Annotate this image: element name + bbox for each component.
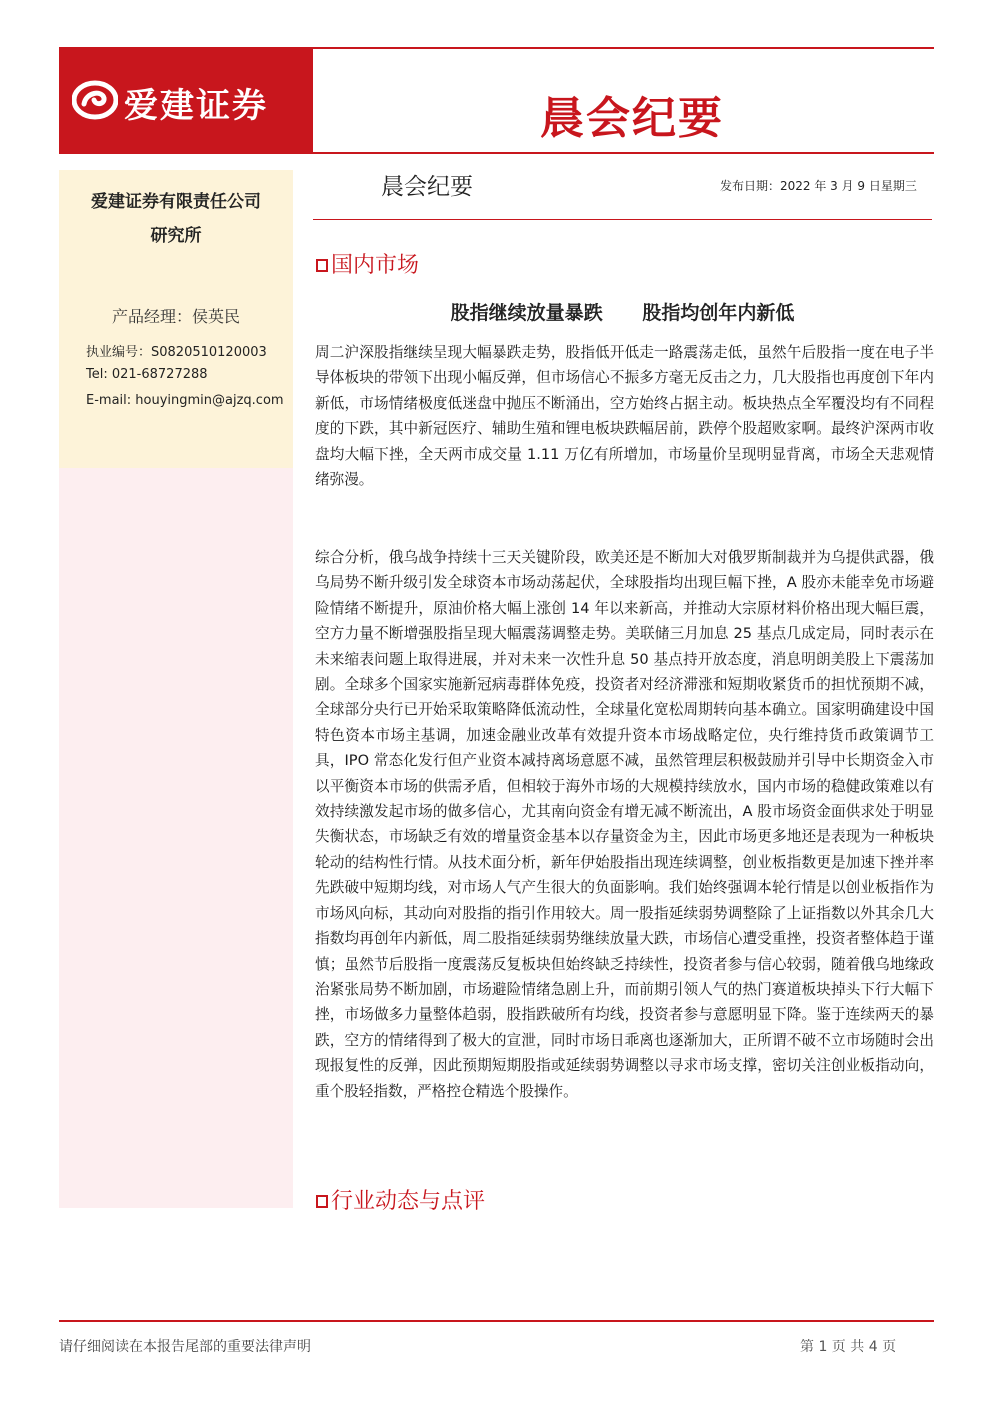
section-heading-industry: 行业动态与点评 [316, 1184, 485, 1215]
sidebar-department: 研究所 [150, 226, 202, 246]
sidebar-license: 执业编号：S0820510120003 [86, 345, 267, 360]
page-title: 晨会纪要 [540, 93, 724, 144]
divider [313, 219, 932, 220]
logo-icon [72, 80, 118, 120]
publish-date: 发布日期：2022 年 3 月 9 日星期三 [720, 179, 917, 193]
sidebar-tel: Tel: 021-68727288 [86, 367, 208, 382]
sidebar-manager: 产品经理：侯英民 [111, 307, 240, 326]
sidebar-email: E-mail: houyingmin@ajzq.com [86, 393, 284, 408]
square-bullet-icon [316, 1195, 328, 1208]
page-number: 第 1 页 共 4 页 [800, 1339, 897, 1355]
footer-divider [59, 1320, 934, 1322]
article-title: 股指继续放量暴跌 股指均创年内新低 [450, 302, 795, 324]
sub-title: 晨会纪要 [381, 174, 473, 200]
article-paragraph-2: 综合分析，俄乌战争持续十三天关键阶段，欧美还是不断加大对俄罗斯制裁并为乌提供武器，俄乌局势不断升级引发全球资本市场动荡起伏，全球股指均出现巨幅下挫，A 股亦未能幸免市场避险情绪不断提升，原油价格大幅上涨创 14 年以来新高，并推动大宗原材料价格出现大幅巨震，空方力量不断增强股指呈现大幅震荡调整走势。美联储三月加息 25 基点几成定局，同时表示在未来缩表问题上取得进展，并对未来一次性升息 50 基点持开放态度，消息明朗美股上下震荡加剧。全球多个国家实施新冠病毒群体免疫，投资者对经济滞涨和短期收紧货币的担忧预期不减，全球部分央行已开始采取策略降低流动性，全球量化宽松周期转向基本确立。国家明确建设中国特色资本市场主基调，加速金融业改革有效提升资本市场战略定位，央行维持货币政策调节工具，IPO 常态化发行但产业资本减持离场意愿不减，虽然管理层积极鼓励并引导中长期资金入市以平衡资本市场的供需矛盾，但相较于海外市场的大规模持续放水，国内市场的稳健政策难以有效持续激发起市场的做多信心，尤其南向资金有增无减不断流出，A 股市场资金面供求处于明显失衡状态，市场缺乏有效的增量资金基本以存量资金为主，因此市场更多地还是表现为一种板块轮动的结构性行情。从技术面分析，新年伊始股指出现连续调整，创业板指数更是加速下挫并率先跌破中短期均线，对市场人气产生很大的负面影响。我们始终强调本轮行情是以创业板指作为市场风向标，其动向对股指的指引作用较大。周一股指延续弱势调整除了上证指数以外其余几大指数均再创年内新低，周二股指延续弱势继续放量大跌，市场信心遭受重挫，投资者整体趋于谨慎；虽然节后股指一度震荡反复板块但始终缺乏持续性，投资者参与信心较弱，随着俄乌地缘政治紧张局势不断加剧，市场避险情绪急剧上升，而前期引领人气的热门赛道板块掉头下行大幅下挫，市场做多力量整体趋弱，股指跌破所有均线，投资者参与意愿明显下降。鉴于连续两天的暴跌，空方的情绪得到了极大的宣泄，同时市场日乖离也逐渐加大，正所谓不破不立市场随时会出现报复性的反弹，因此预期短期股指或延续弱势调整以寻求市场支撑，密切关注创业板指动向，重个股轻指数，严格控仓精选个股操作。 [315, 549, 934, 1100]
article-paragraph-1: 周二沪深股指继续呈现大幅暴跌走势，股指低开低走一路震荡走低，虽然午后股指一度在电子半导体板块的带领下出现小幅反弹，但市场信心不振多方毫无反击之力，几大股指也再度创下年内新低，市场情绪极度低迷盘中抛压不断涌出，空方始终占据主动。板块热点全军覆没均有不同程度的下跌，其中新冠医疗、辅助生殖和锂电板块跌幅居前，跌停个股超败家啊。最终沪深两市收盘均大幅下挫，全天两市成交量 1.11 万亿有所增加，市场量价呈现明显背离，市场全天悲观情绪弥漫。 [315, 344, 934, 489]
square-bullet-icon [316, 259, 328, 272]
section-heading-domestic: 国内市场 [316, 248, 419, 279]
sidebar-lower-panel [59, 468, 293, 1208]
logo-text: 爱建证券 [124, 86, 268, 126]
footer-disclaimer: 请仔细阅读在本报告尾部的重要法律声明 [59, 1339, 311, 1355]
sidebar-company: 爱建证券有限责任公司 [91, 192, 261, 212]
